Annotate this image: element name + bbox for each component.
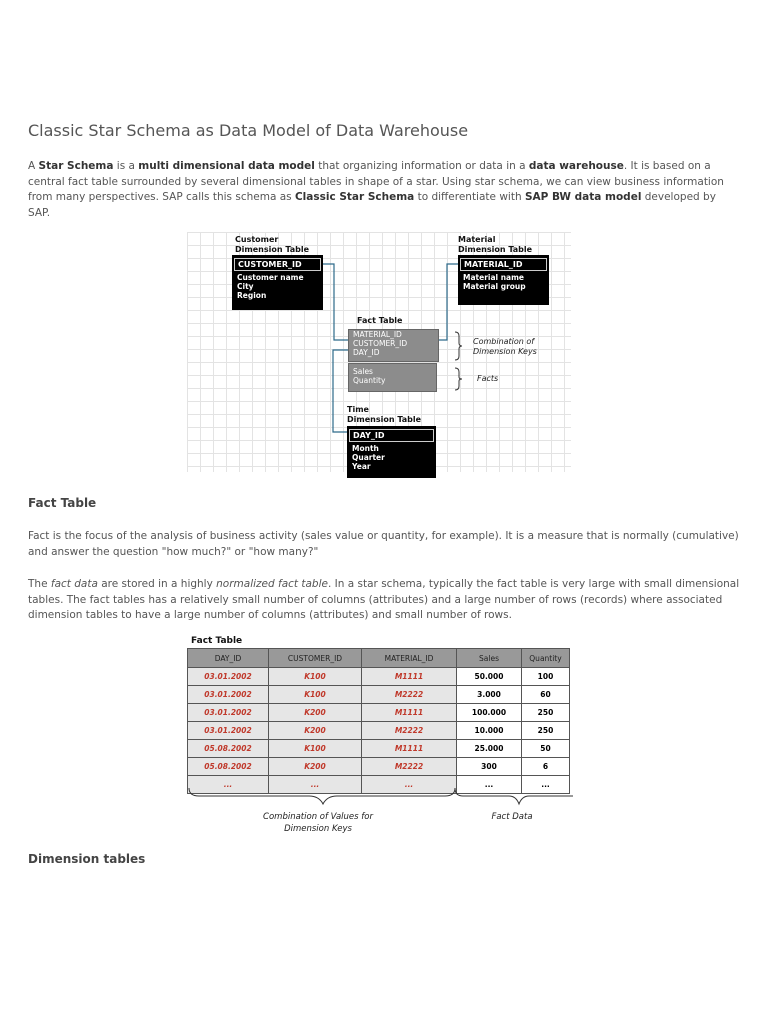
text-run: to differentiate with xyxy=(414,191,525,203)
fact-table-keys xyxy=(348,329,439,362)
column-header: CUSTOMER_ID xyxy=(269,649,362,668)
text-run: are stored in a highly xyxy=(97,578,217,590)
text-run: The xyxy=(28,578,51,590)
time-attr: Quarter xyxy=(352,453,385,462)
column-header: Quantity xyxy=(522,649,570,668)
table-cell: 100 xyxy=(522,668,570,686)
table-cell: 250 xyxy=(522,722,570,740)
fact-table-caption: Fact Table xyxy=(191,636,243,646)
customer-dimension-table xyxy=(232,255,323,310)
text-run: that organizing information or data in a xyxy=(314,160,529,172)
italic-term: fact data xyxy=(50,578,98,590)
text-run: . It is based on a central fact table surrounded by several dimensional tables in shape of a star. Using star schema, we can view business information from many perspectives. SAP calls this schema as xyxy=(28,160,724,203)
table-cell: 300 xyxy=(457,758,522,776)
table-cell: 03.01.2002 xyxy=(188,668,269,686)
customer-attr: Customer name xyxy=(237,273,304,282)
fact-table-heading: Fact Table xyxy=(28,496,97,510)
table-row xyxy=(188,668,570,686)
material-dimension-table xyxy=(458,255,549,305)
day-id-key: DAY_ID xyxy=(349,429,434,442)
text-run: . In a star schema, typically the fact table is very large with small dimensional tables. The fact tables has a relatively small number of columns (attributes) and a large number of rows (records) where associated dimension tables to have a large number of columns (attributes) and small number of rows. xyxy=(28,578,740,621)
column-header: MATERIAL_ID xyxy=(362,649,457,668)
table-cell: M2222 xyxy=(362,722,457,740)
table-cell: M1111 xyxy=(362,704,457,722)
table-cell: 03.01.2002 xyxy=(188,704,269,722)
table-row xyxy=(188,740,570,758)
table-cell: 03.01.2002 xyxy=(188,722,269,740)
table-cell: ... xyxy=(362,776,457,794)
fact-key: CUSTOMER_ID xyxy=(353,339,408,348)
time-dimension-table xyxy=(347,426,436,478)
fact-table-example xyxy=(187,648,570,794)
table-row xyxy=(188,704,570,722)
table-cell: 3.000 xyxy=(457,686,522,704)
table-cell: K200 xyxy=(269,758,362,776)
customer-attr: City xyxy=(237,282,254,291)
table-cell: 6 xyxy=(522,758,570,776)
table-cell: 60 xyxy=(522,686,570,704)
fact-paragraph-1: Fact is the focus of the analysis of business activity (sales value or quantity, for example). It is a measure that is normally (cumulative) and answer the question "how much?" or "how many?" xyxy=(28,530,739,558)
table-cell: K100 xyxy=(269,668,362,686)
customer-dimension-label: Customer Dimension Table xyxy=(235,235,310,254)
bold-term: Star Schema xyxy=(38,160,114,172)
column-header: DAY_ID xyxy=(188,649,269,668)
fact-paragraph-2 xyxy=(28,577,740,624)
material-id-key: MATERIAL_ID xyxy=(460,258,547,271)
table-cell: M2222 xyxy=(362,686,457,704)
dimension-tables-heading: Dimension tables xyxy=(28,852,146,866)
table-cell: ... xyxy=(269,776,362,794)
table-cell: 10.000 xyxy=(457,722,522,740)
table-cell: 50.000 xyxy=(457,668,522,686)
text-run: is a xyxy=(113,160,139,172)
customer-id-key: CUSTOMER_ID xyxy=(234,258,321,271)
bold-term: SAP BW data model xyxy=(524,191,642,203)
table-cell: 05.08.2002 xyxy=(188,740,269,758)
table-cell: 250 xyxy=(522,704,570,722)
table-cell: 50 xyxy=(522,740,570,758)
column-header: Sales xyxy=(457,649,522,668)
bold-term: multi dimensional data model xyxy=(138,160,315,172)
fact-key: MATERIAL_ID xyxy=(353,330,402,339)
star-schema-diagram xyxy=(187,232,571,472)
table-row xyxy=(188,758,570,776)
intro-paragraph xyxy=(28,159,740,221)
italic-term: normalized fact table xyxy=(216,578,328,590)
material-dimension-label: Material Dimension Table xyxy=(458,235,533,254)
combination-note: Combination of Dimension Keys xyxy=(473,337,537,356)
table-cell: 25.000 xyxy=(457,740,522,758)
fact-data-label: Fact Data xyxy=(491,812,533,822)
fact-table-label: Fact Table xyxy=(357,316,403,325)
table-cell: K200 xyxy=(269,722,362,740)
bold-term: Classic Star Schema xyxy=(294,191,415,203)
table-cell: K100 xyxy=(269,686,362,704)
braces xyxy=(187,786,573,808)
table-cell: ... xyxy=(457,776,522,794)
table-cell: ... xyxy=(522,776,570,794)
time-dimension-label: Time Dimension Table xyxy=(347,405,422,424)
page-title: Classic Star Schema as Data Model of Data Warehouse xyxy=(28,121,469,140)
table-cell: ... xyxy=(188,776,269,794)
table-cell: 100.000 xyxy=(457,704,522,722)
table-cell: M1111 xyxy=(362,740,457,758)
time-attr: Month xyxy=(352,444,379,453)
text-run: developed by SAP. xyxy=(28,191,716,219)
table-row xyxy=(188,686,570,704)
table-cell: 05.08.2002 xyxy=(188,758,269,776)
fact-measure: Quantity xyxy=(353,376,386,385)
table-cell: M2222 xyxy=(362,758,457,776)
table-cell: K200 xyxy=(269,704,362,722)
table-cell: M1111 xyxy=(362,668,457,686)
material-attr: Material name xyxy=(463,273,525,282)
facts-note: Facts xyxy=(477,374,499,383)
table-cell: 03.01.2002 xyxy=(188,686,269,704)
time-attr: Year xyxy=(352,462,371,471)
table-header-row xyxy=(188,649,570,668)
table-cell: K100 xyxy=(269,740,362,758)
customer-attr: Region xyxy=(237,291,267,300)
text-run: A xyxy=(28,160,39,172)
material-attr: Material group xyxy=(463,282,526,291)
bold-term: data warehouse xyxy=(528,160,624,172)
dimension-keys-label: Combination of Values for Dimension Keys xyxy=(263,812,373,834)
table-row xyxy=(188,722,570,740)
fact-key: DAY_ID xyxy=(353,348,380,357)
fact-measure: Sales xyxy=(353,367,373,376)
fact-table-facts xyxy=(348,363,437,392)
